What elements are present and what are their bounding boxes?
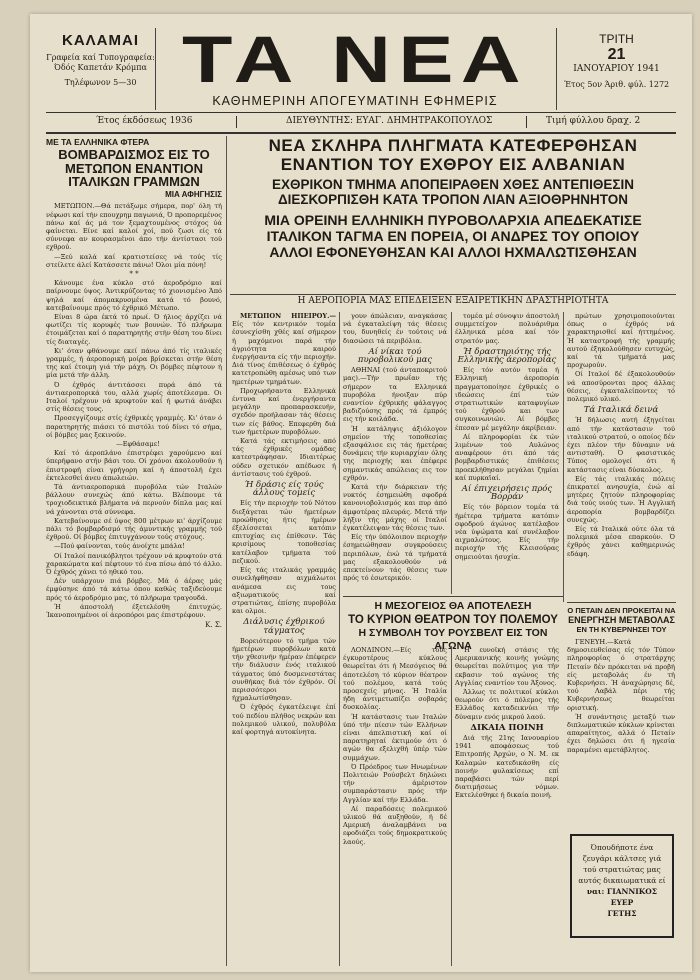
separator-stars: * *	[129, 269, 139, 278]
left-kicker: ΜΕ ΤΑ ΕΛΛΗΝΙΚΑ ΦΤΕΡΑ	[46, 138, 150, 147]
info-rule	[46, 132, 676, 134]
section-heading: Αί έπιχειρήσεις πρός Βορράν	[461, 484, 553, 503]
mid-headline-3: Η ΣΥΜΒΟΛΗ ΤΟΥ ΡΟΥΣΒΕΛΤ ΕΙΣ ΤΟΝ ΑΓΩΝΑ	[358, 627, 548, 652]
section-heading: Ή δράσις είς τούς άλλους τομείς	[244, 480, 324, 499]
city-name: ΚΑΛΑΜΑΙ	[62, 32, 139, 49]
article-paragraph: Δέν υπάρχουν πιά βόμβες. Μά ό άέρας μάς έμφύσηνε άπό τά κάτω όπου καθώς ταξιδεύουμε πρός τό άεροδρόμιο μας, τό πλήρωμα τραγουδά.	[46, 577, 222, 602]
column-divider	[226, 136, 227, 966]
article-paragraph: Οί Ιταλοί πανικόβλητοι τρέχουν νά κρυφτούν στά χαρακώματα καί πέφτουν τό ένα πίσω άπό τό άλλο. Ό έχθρός χάνει τό ηθικό του.	[46, 551, 222, 577]
issue-date-number: 21	[607, 46, 626, 63]
article-paragraph: Προχωρήσαντα Ελληνικά έντυνα καί ένεργήσαντα μεγάλην προπαρασκευήν, σχεδόν προήλασαν τάς θέσεις των είς βάθος. Επεφερθη διά των ήμετέρων πυροβόλων.	[232, 386, 336, 436]
main-headline-2: ΕΝΑΝΤΙΟΝ ΤΟΥ ΕΧΘΡΟΥ ΕΙΣ ΑΛΒΑΝΙΑΝ	[280, 155, 626, 174]
article-paragraph: πρώτων χρησιμοποιούνται όπως ο έχθρός νά χαρακτηρισθεί καί ήττημένος. Ή καταστροφή τής γραμμής αυτού έξηκολούθησεν ευτυχώς, καί τά τμήματά μας προχωρούν.	[567, 312, 675, 370]
mid-headline-1: Η ΜΕΣΟΓΕΙΟΣ ΘΑ ΑΠΟΤΕΛΕΣΗ	[374, 600, 532, 612]
article-text: Είς τόν κεντρικόν τομέα έσυνεχίσθη χθές καί σήμερον ή μαχόμενοι παρά τήν άγριότητα καιρού ένεργήσαντα είς τήν περιοχήν. Διά τίνος έπιθέσεως ό έχθρός κατετροπώθη αμέσως υπό των ημετέρων τμημάτων.	[232, 320, 336, 386]
socks-notice-box	[570, 834, 674, 938]
dateline: ΜΕΤΩΠΟΝ ΗΠΕΙΡΟΥ.—	[240, 312, 336, 320]
article-paragraph: Άλλως τε πολιτικοί κύκλοι θεωρούν ότι ό πόλεμος τής Ελλάδος καταδεικνύει τήν δύναμιν ενός μικρού λαού.	[455, 688, 559, 721]
article-paragraph: Ή δήλωσις αυτή έξηγείται από τήν κατάστασιν τού ιταλικού στρατού, ο οποίος δέν έχει πλέον τήν δύναμιν νά αντισταθή. Ό φασιστικός Τύπος ομολογεί ότι ή κατάστασις είναι δύσκολος.	[567, 416, 675, 474]
headline-rule	[230, 294, 676, 295]
main-story-column-3	[455, 312, 559, 594]
article-paragraph: Ό έχθρός έγκατέλειψε έπί τού πεδίου πλήθος νεκρών και πολεμικού υλικού, πολυβόλα καί φορτηγά αυτοκίνητα.	[232, 703, 336, 736]
notice-line: αυτός δικαιωματικά εί	[578, 876, 666, 885]
issue-month-year: ΙΑΝΟΥΑΡΙΟΥ 1941	[573, 64, 660, 74]
article-paragraph: —Πού φαίνονται, τούς άνοίχτε μπάλα!	[54, 542, 185, 551]
article-paragraph: Κάνουμε ένα κύκλο στό άεροδρόμιο καί παίρνουμε ύψος. Άντικρύζοντας τό χιονισμένο Άπό ψηλά καί άπομακρυσμένα κατά τό βουνό, κατεβαίνουμε πρός τό έχθρικό Μέτωπο.	[46, 279, 222, 312]
petain-headline	[567, 606, 676, 635]
article-paragraph: Είς τά Ιταλικά ούτε όλα τά πολεμικά μέσα επαρκούν. Ό έχθρός χάνει καθημερινώς εδάφη.	[567, 525, 675, 558]
newspaper-subtitle: ΚΑΘΗΜΕΡΙΝΗ ΑΠΟΓΕΥΜΑΤΙΝΗ ΕΦΗΜΕΡΙΣ	[212, 94, 498, 108]
article-paragraph: Τά άντιαεροπορικά πυροβόλα τών Ιταλών βάλλουν συνεχώς άπό κάτω. Βλέπουμε τά τροχιοδεικτικά βλήματα νά περνούν δίπλα μας καί νά χάνονται στά σύννεφα.	[46, 483, 222, 516]
founded-year: Έτος έκδόσεως 1936	[96, 116, 193, 126]
masthead-right-box	[556, 28, 676, 110]
info-bar	[46, 116, 676, 130]
article-paragraph: Είναι 8 ώρα έκτά τό πρωί. Ό ήλιος άρχίζει νά φωτίζει τίς κορυφές των βουνών. Τό πλήρωμα έτοιμάζεται καί ό παρατηρητής στήν θέση του δίνει τίς διαταγές.	[46, 312, 222, 346]
petain-headline-2: ΕΝΕΡΓΗΣΗ ΜΕΤΑΒΟΛΑΣ	[568, 614, 675, 625]
left-column-article	[46, 138, 222, 958]
article-paragraph: ΓΕΝΕΥΗ.—Κατά δημοσιευθείσας είς τόν Τύπον πληροφορίας ό στρατάρχης Πεταίν δέν πρόκειται νά προβή είς μεταβολάς έν τή Κυβερνήσει. Ή άναχώρησις δέ, τού Λαβάλ πέρι τής Κυβερνήσεως θεωρείται οριστική.	[567, 638, 675, 712]
article-paragraph: Ή κατάστασις των Ιταλών ύπό τήν πίεσιν τών Ελλήνων είναι άπελπιστική καί οί παρατηρηταί έκτιμούν ότι ό αγών θα εξελιχθή ύπέρ τών συμμάχων.	[343, 712, 447, 762]
price-line: Τιμή φύλλου δραχ. 2	[546, 116, 641, 126]
section-heading: Τά Ιταλικά δεινά	[583, 405, 659, 416]
masthead	[46, 22, 676, 110]
article-paragraph: Αί πληροφορίαι έκ τών λιμένων τού Αυλώνος αναφέρουν ότι άπό τάς βομβαρδιστικάς έπιθέσεις προεκλήθησαν μεγάλαι ζημίαι καί πυρκαϊαί.	[455, 432, 559, 482]
issue-day: ΤΡΙΤΗ	[599, 32, 634, 46]
newspaper-page	[30, 14, 692, 972]
left-headline: ΒΟΜΒΑΡΔΙΣΜΟΣ ΕΙΣ ΤΟ ΜΕΤΩΠΟΝ ΕΝΑΝΤΙΟΝ ΙΤΑΛΙΚΩΝ ΓΡΑΜΜΩΝ	[58, 147, 210, 190]
petain-headline-1: Ο ΠΕΤΑΙΝ ΔΕΝ ΠΡΟΚΕΙΤΑΙ ΝΑ	[567, 606, 676, 615]
newspaper-title: ΤΑ ΝΕΑ	[182, 22, 528, 96]
article-paragraph: Είς τόν βόρειον τομέα τά ήμέτερα τμήματα κατόπιν σφοδρού άγώνος κατέλαβον νέα ύψώματα καί συνέλαβον αιχμαλώτους. Είς τήν περιοχήν τής Κλεισούρας σημειούται ήσυχία.	[455, 503, 559, 561]
article-paragraph: ΑΘΗΝΑΙ (τού άνταποκριτού μας).—Τήν πρωΐαν τής σήμερον τα Ελληνικά πυροβόλα ήνοιξαν πύρ εναντίον έχθρικής φάλαγγος βαδιζούσης πρός τά έμπρός εις τήν κοιλάδα.	[343, 366, 447, 424]
main-headline-block	[230, 136, 676, 260]
article-paragraph: ΛΟΝΔΙΝΟΝ.—Είς τούς έγκυροτέρους κύκλους θεωρείται ότι ή Μεσόγειος θά άποτελέση τό κύριον θέατρον τού πολέμου, κατά τούς προσεχείς μήνας. Ή Ιταλία ήδη άντιμετωπίζει σοβαράς δυσκολίας.	[343, 646, 447, 712]
notice-line: ζευγάρι κάλτσες γιά	[582, 854, 662, 863]
main-headline-7: ΑΛΛΟΙ ΕΦΟΝΕΥΘΗΣΑΝ ΚΑΙ ΑΛΛΟΙ ΗΧΜΑΛΩΤΙΣΘΗΣΑΝ	[269, 244, 637, 260]
office-phone: Τηλέφωνον 5—30	[64, 78, 137, 87]
info-separator	[526, 116, 527, 128]
issue-number: Έτος 5ον Άριθ. φύλ. 1272	[563, 80, 670, 89]
article-paragraph: ΜΕΤΩΠΟΝ.—Θά πετάξωμε σήμερα, πορ' όλη τή νέφωσι καί τήν επουχρημ παγωνιά, Ό προπορεμένος πάνω καί άς μά τον ξεμαχτουμένος στόχος ύά φαίνεται. Είνε καί καλοί χοί, πού ζωσι είς τά σύννεφα αν κουρασμένοι άπο τήν άντίστασι τού εχθρού.	[46, 202, 222, 252]
notice-line: ΓΕΤΗΣ	[607, 909, 637, 918]
article-paragraph: Κι' όταν φθάνουμε εκεί πάνω άπό τίς ιταλικές γραμμές, ή άεροπορική μοίρα βρίσκεται στήν θέση της καί έτοιμη γιά τήν μάχη. Οι βόμβες πέφτουν ή μία μετά τήν άλλη.	[46, 346, 222, 380]
article-paragraph: Ή ευνοϊκή στάσις τής Αμερικανικής κοινής γνώμης θεωρείται πολύτιμος για τήν εκβασιν τού αγώνος τής Αγγλίας εναντίον του Άξονος.	[455, 646, 559, 687]
article-paragraph	[232, 312, 336, 386]
mid-headline-2: ΤΟ ΚΥΡΙΟΝ ΘΕΑΤΡΟΝ ΤΟΥ ΠΟΛΕΜΟΥ	[348, 614, 558, 626]
masthead-rule	[46, 112, 676, 113]
article-paragraph: —Ξεύ καλά καί κρατιστείσες νά τούς τίς στείλετε άλεί Κατάσσετε πάνω! Όλοι μία πόνη!	[46, 252, 222, 269]
section-heading: Διάλυσις έχθρικού τάγματος	[243, 617, 325, 636]
mid-story-column-2	[455, 646, 559, 966]
article-paragraph: Βορειότερον τό τμήμα τών ήμετέρων πυροβόλων κατά τήν χθεσινήν ήμέραν έπέφερεν τήν διάλυσιν ένός ιταλικού τάγματος ύπό δυσμενεστάτας συνθήκας διά τόν έχθρόν. Οί περισσότεροι ήχμαλωτίσθησαν.	[232, 636, 336, 703]
main-headline-1: ΝΕΑ ΣΚΛΗΡΑ ΠΛΗΓΜΑΤΑ ΚΑΤΕΦΕΡΘΗΣΑΝ	[268, 136, 638, 155]
main-headline-3: ΕΧΘΡΙΚΟΝ ΤΜΗΜΑ ΑΠΟΠΕΙΡΑΘΕΝ ΧΘΕΣ ΑΝΤΕΠΙΘΕΣΙΝ	[272, 177, 634, 192]
article-paragraph: Ή κατάληψις άξιόλογον σημείον τής τοποθεσίας εξασφάλισε εις τάς ήμετέρας δυνάμεις τήν κυριαρχίαν όλης της περιοχής και έπέφερε σημαντικάς απώλειας εις τον εχθρόν.	[343, 424, 447, 482]
article-paragraph: Αί παραδόσεις πολεμικού υλικού θά αυξηθούν, ή δέ Αμερική άναλαμβάνει να εφοδιάζει τούς δημοκρατικούς λαούς.	[343, 804, 447, 846]
mid-story-column-1	[343, 646, 447, 966]
article-paragraph: Είς τάς ιταλικάς γραμμάς συνελήφθησαν αιχμάλωτοι ανάμεσα εις τους αξιωματικούς καί στρατιώτας, έπίσης πυροβόλα και ολμοι.	[232, 566, 336, 616]
article-paragraph: Διά τής 21ης Ιανουαρίου 1941 αποφάσεως τού Επιτροπής Άρχών, ο Ν. Μ. εκ Καλαμών κατεδικάσθη είς ποινήν φυλακίσεως επί παραβάσει τών περί διατιμήσεως νόμων. Εκτελέσθηκε ή δικαία ποινή.	[455, 734, 559, 800]
section-heading: Ή δραστηριότης τής Ελληνικής άεροπορίας	[457, 346, 557, 366]
petain-article	[567, 638, 675, 826]
article-paragraph: Ή συνάντησις μεταξύ των διπλωματικών κύκλων κρίνεται απαραίτητος, αλλά ό Πεταίν έχει δηλώσει ότι ή ηγεσία παραμένει αμετάβλητος.	[567, 712, 675, 754]
column-divider	[563, 312, 564, 602]
section-heading: Αί νίκαι τού πυροβολικού μας	[357, 346, 433, 366]
article-signature: Κ. Σ.	[205, 621, 222, 630]
article-paragraph: —Εφθάσαμε!	[116, 440, 160, 449]
article-paragraph: Είς τήν ύπόλοιπον περιοχήν έσημειώθησαν συγκρούσεις περιπόλων, ένώ τά τμήματά μας εξακολουθούν νά επεκτείνουν τάς θέσεις των πρός τό έσωτερικόν.	[343, 533, 447, 583]
director-line: ΔΙΕΥΘΥΝΤΗΣ: ΕΥΑΓ. ΔΗΜΗΤΡΑΚΟΠΟΥΛΟΣ	[286, 116, 493, 126]
article-paragraph: Ό Πρόεδρος των Ηνωμένων Πολιτειών Ρούσβελτ δηλώνει τήν άμέριστον συμπαράστασιν πρός τήν Αγγλίαν καί τήν Ελλάδα.	[343, 762, 447, 804]
article-paragraph: Κατά τάς εκτιμήσεις από τάς έχθρικές ομάδας κατεστράφησαν. Ιδιαιτέρως ούδεν σχετικόν απέδωσε ή άντίστασις τού έχθρού.	[232, 437, 336, 478]
article-paragraph: Είς τήν περιοχήν τού Νότου διεξάγεται τών ήμετέρων προώθησις ήτις ήμέρων έξελίσσεται κατόπιν επιτυχίας εις έπίθεσιν. Τάς κρισίμους τοποθεσίας κατέλαβον τμήματα τού πεζικού.	[232, 499, 336, 565]
article-paragraph: Κατεβαίνουμε σέ ύψος 800 μέτρων κι' άρχίζουμε πάλι τό βομβαρδισμό τής άμυντικής γραμμής τού έχθρού. Οί βόμβες έπιτυγχάνουν τούς στόχους.	[46, 516, 222, 542]
office-label: Γραφεία καί Τυπογραφεία:	[46, 53, 155, 62]
info-separator	[236, 116, 237, 128]
main-headline-4: ΔΙΕΣΚΟΡΠΙΣΘΗ ΚΑΤΑ ΤΡΟΠΟΝ ΛΙΑΝ ΑΞΙΟΘΡΗΝΗΤΟΝ	[277, 192, 629, 207]
notice-line: Όπουδήποτε ένα	[590, 843, 654, 852]
notice-line: ναι: ΓΙΑΝΝΙΚΟΣ ΕΥΕΡ	[586, 887, 658, 907]
main-story-column-4	[567, 312, 675, 594]
column-divider	[451, 312, 452, 594]
section-heading: ΔΙΚΑΙΑ ΠΟΙΝΗ	[470, 722, 544, 733]
article-paragraph: Είς τάς ιταλικάς πόλεις έπικρατεί ανησυχία, ένώ αί μητέρες ζητούν πληροφορίας διά τούς υιούς των. Ή Αγγλική άεροπορία βομβαρδίζει συνεχώς.	[567, 474, 675, 524]
column-divider	[451, 646, 452, 966]
article-paragraph: Καί τό άεροπλάνο έπιστρέφει χαρούμενο καί ύπερήφανο στήν βάσι του. Οί χρόνοι άκολουθούν ή έπιστροφή είναι γρήγορη καί ή άποστολή έχει έκτελεσθεί άνευ άπωλειών.	[46, 449, 222, 482]
notice-line: τού στρατιώτας μας	[583, 865, 661, 874]
article-paragraph: Είς τόν αυτόν τομέα ή Ελληνική άεροπορία πραγματοποίησε έχθρικές ο ιδεώσεις έπί τών στρατιωτικών καταφυγίων τού έχθρού και των συγκοινωνιών. Αί βόμβες έπεσαν μέ μεγάλην άκρίβειαν.	[455, 366, 559, 432]
main-headline-5: ΜΙΑ ΟΡΕΙΝΗ ΕΛΛΗΝΙΚΗ ΠΥΡΟΒΟΛΑΡΧΙΑ ΑΠΕΔΕΚΑΤΙΣΕ	[264, 212, 642, 228]
petain-headline-3: ΕΝ ΤΗ ΚΥΒΕΡΝΗΣΕΙ ΤΟΥ	[576, 625, 667, 634]
column-divider	[339, 312, 340, 966]
air-force-strip: Η ΑΕΡΟΠΟΡΙΑ ΜΑΣ ΕΠΕΔΕΙΞΕΝ ΕΞΑΙΡΕΤΙΚΗΝ ΔΡΑΣΤΗΡΙΟΤΗΤΑ	[297, 296, 609, 306]
masthead-title-block	[162, 22, 548, 110]
story-rule	[343, 596, 563, 597]
article-paragraph: τομέα μέ σύνοψιν άποστολή συμμετείχον πολυάριθμα έλληνικά μέσα καί τόν στρατόν μας.	[455, 312, 559, 345]
article-paragraph: Κατά τήν διάρκειαν τής νυκτός έσημειώθη σφοδρά κανονιοβολισμός και πυρ άπό άμφοτέρας πλευράς. Μετά τήν λήξιν τής μάχης οί Ιταλοί έγκατέλειψαν τάς θέσεις των.	[343, 483, 447, 533]
left-byline: ΜΙΑ ΑΦΗΓΗΣΙΣ	[165, 190, 222, 200]
article-paragraph: γουν άπώλειαν, αναγκάσας νά έγκαταλείψη τάς θέσεις του, δυνηθείς έν τούτοις νά διασώσει τά περιβόλια.	[343, 312, 447, 345]
article-paragraph: Ή άποστολή έξετελέσθη έπιτυχώς. Ίκανοποιημένοι οί άεροπόροι μας έπιστρέφουν.	[46, 602, 222, 620]
office-address: Όδός Καπετάν Κρόμπα	[54, 63, 147, 72]
main-story-column-1	[232, 312, 336, 966]
story-rule	[567, 602, 676, 603]
article-paragraph: Ό έχθρός άντιτάσσει πυρά άπό τά άντιαεροπορικά του, αλλά χωρίς άποτέλεσμα. Οι Ιταλοί τρέχουν νά κρυφτούν καί ή φωτιά άνάβει στίς θέσεις τους.	[46, 380, 222, 414]
main-story-column-2	[343, 312, 447, 594]
article-paragraph: Οί Ιταλοί δέ έξακολουθούν νά αποσύρονται προς άλλας θέσεις, έγκαταλείποντες τό πολεμικό υλικό.	[567, 370, 675, 404]
article-paragraph: Προσεγγίζουμε στίς έχθρικές γραμμές. Κι' όταν ό παρατηρητής πιάσει τό πιστόλι τού δίνει τό σήμα, οί βόμβες μας ξεκινούν.	[46, 414, 222, 439]
main-headline-6: ΙΤΑΛΙΚΟΝ ΤΑΓΜΑ ΕΝ ΠΟΡΕΙΑ, ΟΙ ΑΝΔΡΕΣ ΤΟΥ ΟΠΟΙΟΥ	[266, 228, 640, 244]
